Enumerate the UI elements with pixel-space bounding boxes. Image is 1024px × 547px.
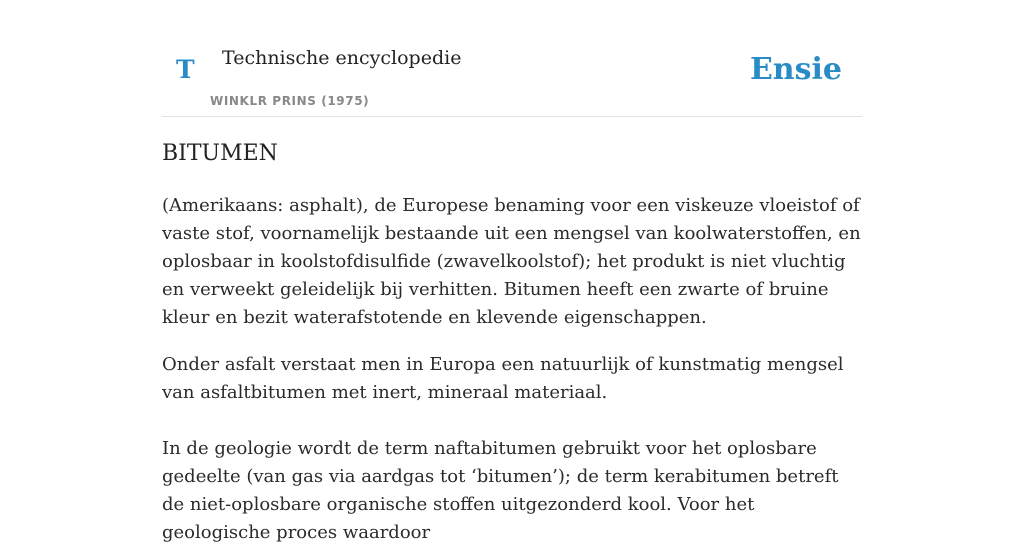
header <box>162 0 862 117</box>
article-paragraph-3: In de geologie wordt de term naftabitumen gebruikt voor het oplosbare gedeelte (van gas via aardgas tot ‘bitumen’); de term kerabitumen betreft de niet-oplosbare organische stoffen uitgezonderd kool. Voor het geologische proces waardoor <box>162 438 839 543</box>
book-subtitle: WINKLR PRINS (1975) <box>210 94 370 108</box>
article <box>162 138 862 547</box>
book-title: Technische encyclopedie <box>222 47 462 69</box>
article-headword: BITUMEN <box>162 141 278 166</box>
article-paragraph-1: (Amerikaans: asphalt), de Europese benaming voor een viskeuze vloeistof of vaste stof, voornamelijk bestaande uit een mengsel van koolwaterstoffen, en oplosbaar in koolstofdisulfide (zwavelkoolstof); het produkt is niet vluchtig en verweekt geleidelijk bij verhitten. Bitumen heeft een zwarte of bruine kleur en bezit waterafstotende en klevende eigenschappen. <box>162 195 861 328</box>
encyclopedia-logo-link[interactable]: T <box>176 55 195 84</box>
ensie-brand-link[interactable]: Ensie <box>749 52 842 87</box>
article-paragraph-2: Onder asfalt verstaat men in Europa een natuurlijk of kunstmatig mengsel van asfaltbitumen met inert, mineraal materiaal. <box>162 354 844 403</box>
